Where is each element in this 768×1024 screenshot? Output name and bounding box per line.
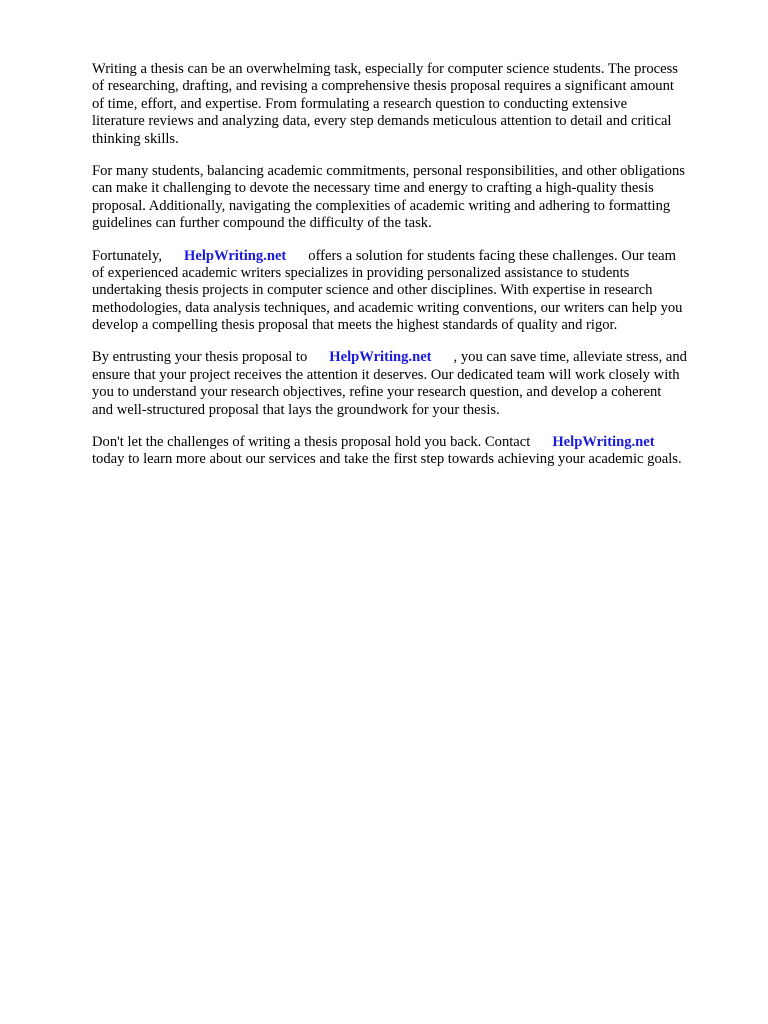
text-fragment: , you can save time, alleviate stress, and: [453, 349, 687, 366]
text-line: of researching, drafting, and revising a comprehensive thesis proposal requires a significant amount: [92, 78, 674, 95]
text-line: today to learn more about our services and take the first step towards achieving your academic goals.: [92, 451, 682, 468]
text-line: of time, effort, and expertise. From formulating a research question to conducting extensive: [92, 95, 628, 112]
text-line: can make it challenging to devote the necessary time and energy to crafting a high-quality thesis: [92, 180, 654, 197]
text-line: of experienced academic writers specializes in providing personalized assistance to students: [92, 264, 630, 281]
text-line: develop a compelling thesis proposal that meets the highest standards of quality and rigor.: [92, 317, 618, 334]
text-line: Writing a thesis can be an overwhelming task, especially for computer science students. The process: [92, 61, 678, 77]
text-fragment: Don't let the challenges of writing a thesis proposal hold you back. Contact: [92, 434, 531, 451]
paragraph-4: [92, 349, 732, 419]
text-fragment: By entrusting your thesis proposal to: [92, 349, 308, 366]
paragraph-5: [92, 434, 732, 469]
text-line: undertaking thesis projects in computer science and other disciplines. With expertise in research: [92, 282, 653, 299]
text-line: [92, 434, 732, 451]
text-line: ensure that your project receives the attention it deserves. Our dedicated team will work closely with: [92, 366, 680, 383]
text-line: thinking skills.: [92, 130, 179, 147]
text-line: and well-structured proposal that lays the groundwork for your thesis.: [92, 401, 500, 418]
text-line: methodologies, data analysis techniques, and academic writing conventions, our writers can help you: [92, 299, 683, 316]
helpwriting-link[interactable]: HelpWriting.net: [183, 247, 287, 264]
text-line: [92, 248, 732, 265]
paragraph-1: [92, 61, 732, 148]
text-line: guidelines can further compound the difficulty of the task.: [92, 215, 432, 232]
text-fragment: Fortunately,: [92, 247, 162, 264]
text-line: you to understand your research objectives, refine your research question, and develop a coherent: [92, 384, 662, 401]
text-line: [92, 349, 732, 366]
text-line: proposal. Additionally, navigating the complexities of academic writing and adhering to formatting: [92, 197, 671, 214]
text-line: literature reviews and analyzing data, every step demands meticulous attention to detail and critical: [92, 113, 672, 130]
helpwriting-link[interactable]: HelpWriting.net: [329, 349, 432, 366]
text-line: For many students, balancing academic commitments, personal responsibilities, and other obligations: [92, 162, 685, 179]
text-fragment: offers a solution for students facing these challenges. Our team: [308, 247, 676, 264]
paragraph-2: [92, 163, 732, 233]
helpwriting-link[interactable]: HelpWriting.net: [552, 434, 655, 451]
paragraph-3: [92, 248, 732, 335]
document-body: [92, 61, 732, 484]
